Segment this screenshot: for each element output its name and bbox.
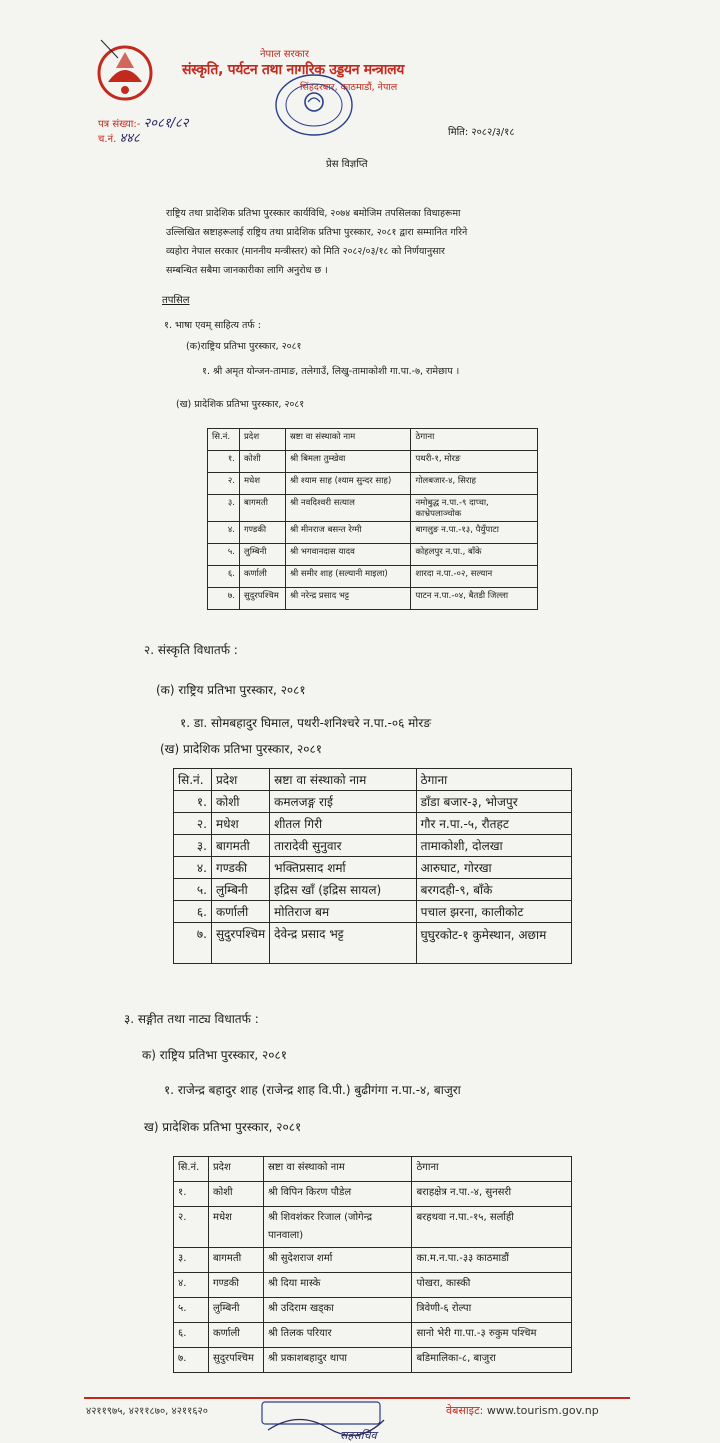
cell-province: कर्णाली (208, 1323, 263, 1348)
cell-province: बागमती (208, 1248, 263, 1273)
schedule-label: तपसिल (162, 295, 190, 306)
section3-heading: ३. सङ्गीत तथा नाट्य विधातर्फ : (124, 1012, 259, 1026)
cell-province: लुम्बिनी (239, 544, 285, 566)
cell-province: सुदुरपश्चिम (208, 1348, 263, 1373)
cell-province: सुदुरपश्चिम (239, 588, 285, 610)
cell-serial: ७. (174, 1348, 209, 1373)
cell-address: का.म.न.पा.-३३ काठमाडौं (412, 1248, 572, 1273)
footer-website: वेबसाइट: www.tourism.gov.np (446, 1404, 599, 1417)
col-header: स्रष्टा वा संस्थाको नाम (263, 1157, 412, 1182)
cell-address: पाटन न.पा.-०४, बैतडी जिल्ला (411, 588, 538, 610)
cell-name: श्री प्रकाशबहादुर थापा (263, 1348, 412, 1373)
ministry-address: सिंहदरबार, काठमाडौं, नेपाल (300, 82, 398, 93)
cell-serial: ६. (174, 901, 212, 923)
cell-serial: ७. (174, 923, 212, 964)
cell-province: मधेश (208, 1207, 263, 1248)
table-header-row (174, 1157, 572, 1182)
cell-address: पोखरा, कास्की (412, 1273, 572, 1298)
cell-name: श्री शिवशंकर रिजाल (जोगेन्द्र पानवाला) (263, 1207, 412, 1248)
cell-province: कर्णाली (239, 566, 285, 588)
website-link[interactable]: www.tourism.gov.np (486, 1404, 599, 1417)
cell-address: डाँडा बजार-३, भोजपुर (416, 791, 571, 813)
table-row (174, 813, 572, 835)
intro-paragraph (166, 204, 526, 280)
cell-address: कोहलपुर न.पा., बाँके (411, 544, 538, 566)
table-row (174, 791, 572, 813)
col-header: सि.नं. (174, 1157, 209, 1182)
col-header: प्रदेश (239, 429, 285, 451)
cell-province: लुम्बिनी (211, 879, 269, 901)
cell-address: घुघुरकोट-१ कुमेस्थान, अछाम (416, 923, 571, 964)
cell-serial: २. (174, 1207, 209, 1248)
table-row (208, 522, 538, 544)
cell-address: त्रिवेणी-६ रोल्पा (412, 1298, 572, 1323)
col-header: स्रष्टा वा संस्थाको नाम (285, 429, 410, 451)
cell-province: कोशी (239, 451, 285, 473)
cell-name: मोतिराज बम (270, 901, 416, 923)
cell-name: देवेन्द्र प्रसाद भट्ट (270, 923, 416, 964)
cell-name: श्री समीर शाह (सल्यानी माइला) (285, 566, 410, 588)
cell-serial: ३. (174, 1248, 209, 1273)
ministry-name: संस्कृति, पर्यटन तथा नागरिक उड्डयन मन्त्रालय (182, 62, 405, 78)
col-header: ठेगाना (411, 429, 538, 451)
cell-address: पचाल झरना, कालीकोट (416, 901, 571, 923)
col-header: ठेगाना (412, 1157, 572, 1182)
col-header: सि.नं. (174, 769, 212, 791)
letter-date: मिति: २०८२/३/१८ (448, 127, 515, 138)
cell-name: श्री दिया मास्के (263, 1273, 412, 1298)
cell-serial: ५. (208, 544, 240, 566)
cell-name: श्री मीनराज बसन्त रेग्मी (285, 522, 410, 544)
cell-serial: २. (208, 473, 240, 495)
cell-name: श्री विपिन किरण पौडेल (263, 1182, 412, 1207)
cell-address: गोलबजार-४, सिराह (411, 473, 538, 495)
section1-provincial-table (207, 428, 538, 610)
table-header-row (208, 429, 538, 451)
cell-province: बागमती (239, 495, 285, 522)
cell-address: पथरी-१, मोरङ (411, 451, 538, 473)
cell-province: मधेश (239, 473, 285, 495)
cell-province: बागमती (211, 835, 269, 857)
cell-serial: ५. (174, 879, 212, 901)
cell-address: बराहक्षेत्र न.पा.-४, सुनसरी (412, 1182, 572, 1207)
signatory-title: सहसचिव (340, 1429, 377, 1442)
col-header: प्रदेश (211, 769, 269, 791)
press-release-title: प्रेस विज्ञप्ति (326, 159, 368, 170)
table-row (208, 495, 538, 522)
cell-name: श्री बिमला तुम्खेवा (285, 451, 410, 473)
table-row (174, 1298, 572, 1323)
section1-national-label: (क)राष्ट्रिय प्रतिभा पुरस्कार, २०८१ (186, 341, 302, 352)
cell-name: तारादेवी सुनुवार (270, 835, 416, 857)
cell-serial: ६. (208, 566, 240, 588)
section3-national-label: क) राष्ट्रिय प्रतिभा पुरस्कार, २०८१ (142, 1048, 287, 1062)
table-row (208, 473, 538, 495)
cell-name: कमलजङ्ग राई (270, 791, 416, 813)
cell-serial: १. (174, 791, 212, 813)
cell-serial: १. (174, 1182, 209, 1207)
cell-name: श्री तिलक परियार (263, 1323, 412, 1348)
cell-address: सानो भेरी गा.पा.-३ रुकुम पश्चिम (412, 1323, 572, 1348)
table-row (174, 923, 572, 964)
section2-heading: २. संस्कृति विधातर्फ : (144, 643, 238, 657)
section2-provincial-label: (ख) प्रादेशिक प्रतिभा पुरस्कार, २०८१ (160, 742, 322, 756)
cell-province: गण्डकी (208, 1273, 263, 1298)
cell-serial: ३. (174, 835, 212, 857)
cell-name: श्री नवदिश्वरी सत्याल (285, 495, 410, 522)
table-row (174, 1348, 572, 1373)
col-header: स्रष्टा वा संस्थाको नाम (270, 769, 416, 791)
cell-address: बरहथवा न.पा.-१५, सर्लाही (412, 1207, 572, 1248)
cell-address: गौर न.पा.-५, रौतहट (416, 813, 571, 835)
intro-line: उल्लिखित स्रष्टाहरूलाई राष्ट्रिय तथा प्रादेशिक प्रतिभा पुरस्कार, २०८१ द्वारा सम्मानित गरिने (166, 227, 468, 238)
cell-address: बरगदही-९, बाँके (416, 879, 571, 901)
cell-address: बागलुङ न.पा.-१३, पैयुँपाटा (411, 522, 538, 544)
footer-phones: ४२११९७५, ४२११८७०, ४२११६२० (86, 1406, 208, 1417)
official-seal-stamp (272, 72, 356, 138)
cell-name: शीतल गिरी (270, 813, 416, 835)
cell-name: श्री सुदेशराज शर्मा (263, 1248, 412, 1273)
table-row (174, 879, 572, 901)
cell-province: गण्डकी (239, 522, 285, 544)
cell-address: शारदा न.पा.-०२, सल्यान (411, 566, 538, 588)
table-row (174, 857, 572, 879)
cell-name: श्री उदिराम खड्का (263, 1298, 412, 1323)
cell-name: भक्तिप्रसाद शर्मा (270, 857, 416, 879)
col-header: ठेगाना (416, 769, 571, 791)
cell-serial: १. (208, 451, 240, 473)
dispatch-number: च.नं. ४४८ (98, 131, 140, 146)
cell-province: कोशी (208, 1182, 263, 1207)
section2-provincial-table (173, 768, 572, 964)
col-header: सि.नं. (208, 429, 240, 451)
government-name: नेपाल सरकार (260, 49, 309, 60)
table-row (174, 1323, 572, 1348)
cell-address: आरुघाट, गोरखा (416, 857, 571, 879)
cell-name: श्री नरेन्द्र प्रसाद भट्ट (285, 588, 410, 610)
col-header: प्रदेश (208, 1157, 263, 1182)
table-header-row (174, 769, 572, 791)
cell-serial: ७. (208, 588, 240, 610)
letter-number: पत्र संख्या:- २०८१/८२ (98, 116, 189, 131)
table-row (174, 1182, 572, 1207)
table-row (208, 544, 538, 566)
table-row (174, 1207, 572, 1248)
section1-provincial-label: (ख) प्रादेशिक प्रतिभा पुरस्कार, २०८१ (176, 399, 305, 410)
cell-province: कर्णाली (211, 901, 269, 923)
section2-national-label: (क) राष्ट्रिय प्रतिभा पुरस्कार, २०८१ (156, 683, 306, 697)
cell-serial: २. (174, 813, 212, 835)
cell-address: बडिमालिका-८, बाजुरा (412, 1348, 572, 1373)
cell-address: नमोबुद्ध न.पा.-९ दाप्चा, काभ्रेपलाञ्चोक (411, 495, 538, 522)
cell-serial: ४. (208, 522, 240, 544)
cell-province: सुदुरपश्चिम (211, 923, 269, 964)
nepal-emblem-logo (96, 38, 154, 108)
intro-line: सम्बन्धित सबैमा जानकारीका लागि अनुरोध छ । (166, 265, 328, 276)
section1-national-winner: १. श्री अमृत योन्जन-तामाङ, तलेगाउँ, लिखु-तामाकोशी गा.पा.-७, रामेछाप । (202, 366, 460, 377)
footer-divider (84, 1397, 630, 1399)
table-row (208, 588, 538, 610)
cell-address: तामाकोशी, दोलखा (416, 835, 571, 857)
table-row (174, 901, 572, 923)
section3-provincial-table (173, 1156, 572, 1373)
cell-province: कोशी (211, 791, 269, 813)
cell-province: गण्डकी (211, 857, 269, 879)
intro-line: व्यहोरा नेपाल सरकार (माननीय मन्त्रीस्तर) को मिति २०८२/०३/१८ को निर्णयानुसार (166, 246, 445, 257)
table-row (174, 1273, 572, 1298)
cell-province: लुम्बिनी (208, 1298, 263, 1323)
table-row (208, 451, 538, 473)
section1-heading: १. भाषा एवम् साहित्य तर्फ : (164, 320, 261, 331)
cell-name: श्री श्याम साह (श्याम सुन्दर साह) (285, 473, 410, 495)
cell-name: श्री भगवानदास यादव (285, 544, 410, 566)
cell-serial: ४. (174, 857, 212, 879)
table-row (174, 1248, 572, 1273)
table-row (208, 566, 538, 588)
cell-serial: ४. (174, 1273, 209, 1298)
cell-serial: ५. (174, 1298, 209, 1323)
intro-line: राष्ट्रिय तथा प्रादेशिक प्रतिभा पुरस्कार कार्यविधि, २०७४ बमोजिम तपसिलका विधाहरूमा (166, 208, 461, 219)
table-row (174, 835, 572, 857)
section3-national-winner: १. राजेन्द्र बहादुर शाह (राजेन्द्र शाह वि.पी.) बुढीगंगा न.पा.-४, बाजुरा (164, 1083, 461, 1097)
cell-province: मधेश (211, 813, 269, 835)
cell-serial: ३. (208, 495, 240, 522)
cell-serial: ६. (174, 1323, 209, 1348)
section3-provincial-label: ख) प्रादेशिक प्रतिभा पुरस्कार, २०८१ (144, 1120, 302, 1134)
cell-name: इद्रिस खाँ (इद्रिस सायल) (270, 879, 416, 901)
section2-national-winner: १. डा. सोमबहादुर घिमाल, पथरी-शनिश्चरे न.पा.-०६ मोरङ (180, 716, 431, 730)
